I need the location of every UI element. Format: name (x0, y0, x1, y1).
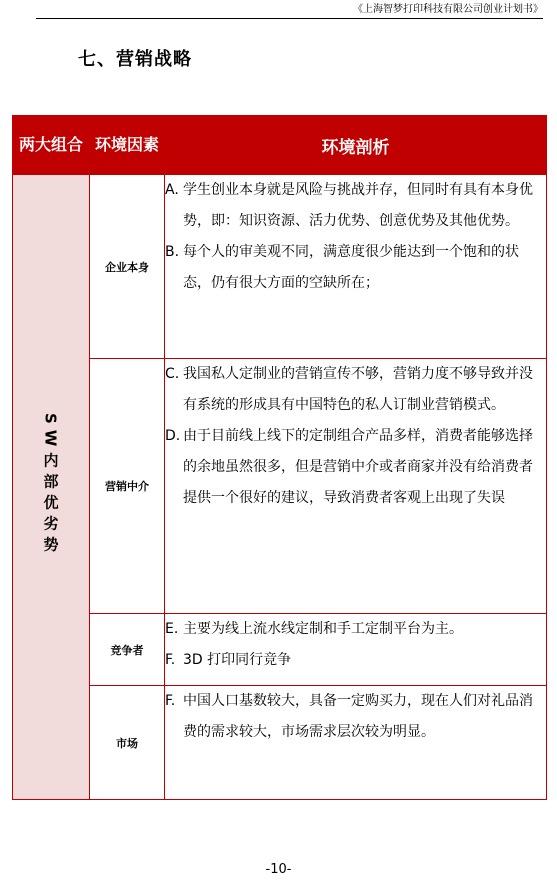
list-item (165, 686, 546, 748)
analysis-cell (165, 175, 547, 359)
table-row (13, 359, 547, 614)
item-text: 学生创业本身就是风险与挑战并存，但同时有具有本身优势，即：知识资源、活力优势、创意优势及其他优势。 (183, 182, 533, 229)
list-item (165, 237, 546, 299)
factor-cell: 营销中介 (90, 359, 165, 614)
factor-cell: 市场 (90, 686, 165, 800)
group-cell (13, 175, 90, 800)
list-item (165, 175, 546, 237)
page-number: -10- (265, 862, 292, 877)
analysis-cell (165, 686, 547, 800)
table-row (13, 686, 547, 800)
table-header-row (13, 116, 547, 175)
item-marker: F. (165, 652, 176, 668)
item-marker: C. (165, 366, 180, 382)
item-marker: B. (165, 244, 180, 260)
item-text: 我国私人定制业的营销宣传不够，营销力度不够导致并没有系统的形成具有中国特色的私人订制业营销模式。 (183, 366, 533, 413)
list-item (165, 359, 546, 421)
list-item (165, 421, 546, 514)
analysis-cell (165, 614, 547, 686)
group-label: SW内部优劣势 (41, 412, 60, 558)
swot-analysis-table (12, 115, 547, 800)
header-factor: 环境因素 (90, 116, 165, 175)
item-text: 每个人的审美观不同，满意度很少能达到一个饱和的状态，仍有很大方面的空缺所在； (183, 244, 519, 291)
item-marker: E. (165, 621, 179, 637)
table-row (13, 614, 547, 686)
item-marker: F. (165, 693, 176, 709)
item-text: 3D 打印同行竞争 (183, 652, 292, 668)
running-header-title: 《上海智梦打印科技有限公司创业计划书》 (353, 4, 543, 15)
analysis-cell (165, 359, 547, 614)
list-item (165, 645, 546, 676)
item-marker: A. (165, 182, 179, 198)
item-text: 主要为线上流水线定制和手工定制平台为主。 (183, 621, 463, 637)
header-analysis: 环境剖析 (165, 116, 547, 175)
item-text: 由于目前线上线下的定制组合产品多样，消费者能够选择的余地虽然很多，但是营销中介或者商家并没有给消费者提供一个很好的建议，导致消费者客观上出现了失误 (183, 428, 533, 506)
item-text: 中国人口基数较大，具备一定购买力，现在人们对礼品消费的需求较大，市场需求层次较为明显。 (183, 693, 533, 740)
item-marker: D. (165, 428, 181, 444)
factor-cell: 竞争者 (90, 614, 165, 686)
section-title: 七、营销战略 (78, 49, 192, 70)
running-header (36, 4, 543, 19)
factor-cell: 企业本身 (90, 175, 165, 359)
list-item (165, 614, 546, 645)
table-row (13, 175, 547, 359)
header-group: 两大组合 (13, 116, 90, 175)
